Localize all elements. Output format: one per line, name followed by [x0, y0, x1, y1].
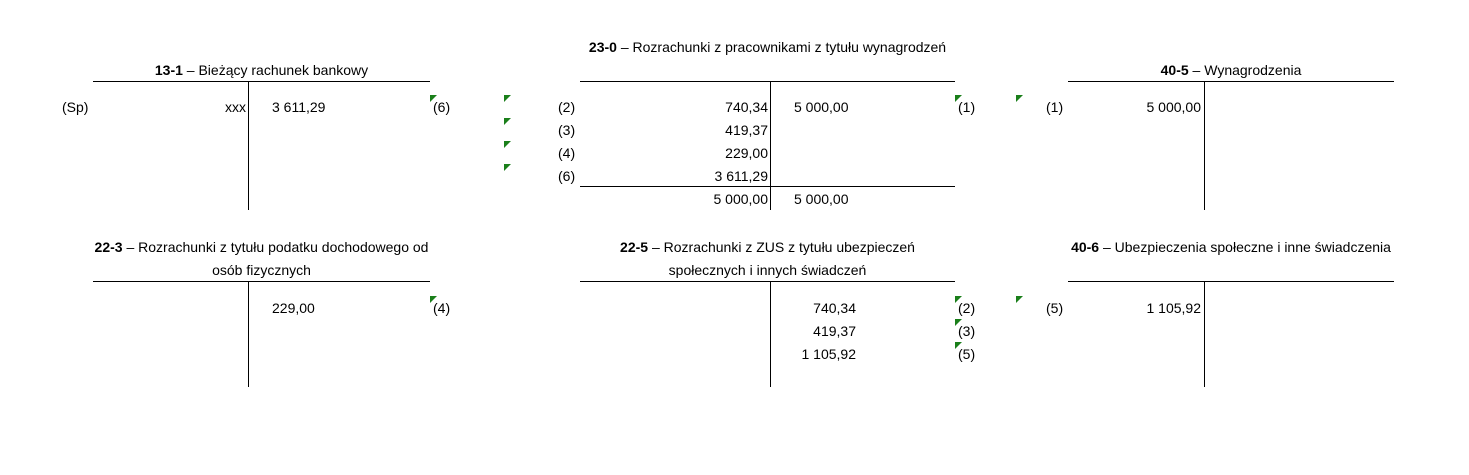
account-22-5-title	[580, 236, 955, 282]
account-code: 23-0	[588, 39, 617, 55]
credit-ref: (1)	[958, 99, 976, 115]
t-account-top-line	[580, 81, 955, 82]
credit-value: 3 611,29	[272, 99, 326, 115]
debit-ref: (6)	[558, 168, 576, 184]
totals-line	[580, 186, 955, 187]
credit-value: 229,00	[272, 300, 315, 316]
debit-ref: (3)	[558, 122, 576, 138]
account-23-0-title	[580, 36, 955, 59]
debit-ref: (2)	[558, 99, 576, 115]
credit-ref: (5)	[958, 346, 976, 362]
account-name: – Rozrachunki z ZUS z tytułu ubezpieczeń społecznych i innych świadczeń	[651, 239, 915, 278]
credit-ref: (3)	[958, 323, 976, 339]
debit-ref: (5)	[1046, 300, 1064, 316]
comment-marker-icon	[1016, 95, 1023, 102]
t-account-divider	[248, 281, 249, 387]
account-13-1-title	[93, 59, 430, 82]
t-account-divider	[1204, 81, 1205, 210]
t-account-divider	[770, 81, 771, 210]
t-account-divider	[1204, 281, 1205, 387]
account-code: 22-3	[94, 239, 123, 255]
credit-value: 5 000,00	[794, 99, 849, 115]
debit-ref: (1)	[1046, 99, 1064, 115]
opening-mark: xxx	[225, 99, 246, 115]
comment-marker-icon	[504, 141, 511, 148]
account-code: 40-6	[1071, 239, 1100, 255]
debit-ref: (4)	[558, 145, 576, 161]
account-name: – Bieżący rachunek bankowy	[186, 62, 369, 78]
credit-ref: (2)	[958, 300, 976, 316]
t-account-divider	[248, 81, 249, 210]
debit-value: 229,00	[725, 145, 768, 161]
account-code: 40-5	[1160, 62, 1189, 78]
credit-value: 419,37	[813, 323, 856, 339]
credit-ref: (6)	[433, 99, 451, 115]
account-code: 13-1	[154, 62, 183, 78]
credit-ref: (4)	[433, 300, 451, 316]
t-account-top-line	[93, 281, 430, 282]
comment-marker-icon	[1016, 296, 1023, 303]
total-credit: 5 000,00	[794, 191, 849, 207]
account-name: – Rozrachunki z tytułu podatku dochodowego od osób fizycznych	[126, 239, 429, 278]
total-debit: 5 000,00	[713, 191, 768, 207]
comment-marker-icon	[504, 118, 511, 125]
account-40-6-title	[1068, 236, 1394, 259]
t-account-divider	[770, 281, 771, 387]
credit-value: 740,34	[813, 300, 856, 316]
account-name: – Ubezpieczenia społeczne i inne świadczenia	[1102, 239, 1391, 255]
debit-value: 740,34	[725, 99, 768, 115]
account-40-5-title	[1068, 59, 1394, 82]
t-account-top-line	[580, 281, 955, 282]
comment-marker-icon	[504, 164, 511, 171]
t-account-top-line	[1068, 81, 1394, 82]
account-code: 22-5	[620, 239, 649, 255]
comment-marker-icon	[504, 95, 511, 102]
account-name: – Wynagrodzenia	[1192, 62, 1302, 78]
debit-value: 5 000,00	[1146, 99, 1201, 115]
opening-ref: (Sp)	[62, 99, 89, 115]
debit-value: 1 105,92	[1146, 300, 1201, 316]
account-name: – Rozrachunki z pracownikami z tytułu wynagrodzeń	[620, 39, 947, 55]
debit-value: 3 611,29	[714, 168, 768, 184]
account-22-3-title	[93, 236, 430, 282]
t-account-top-line	[93, 81, 430, 82]
t-account-top-line	[1068, 281, 1394, 282]
credit-value: 1 105,92	[801, 346, 856, 362]
debit-value: 419,37	[725, 122, 768, 138]
